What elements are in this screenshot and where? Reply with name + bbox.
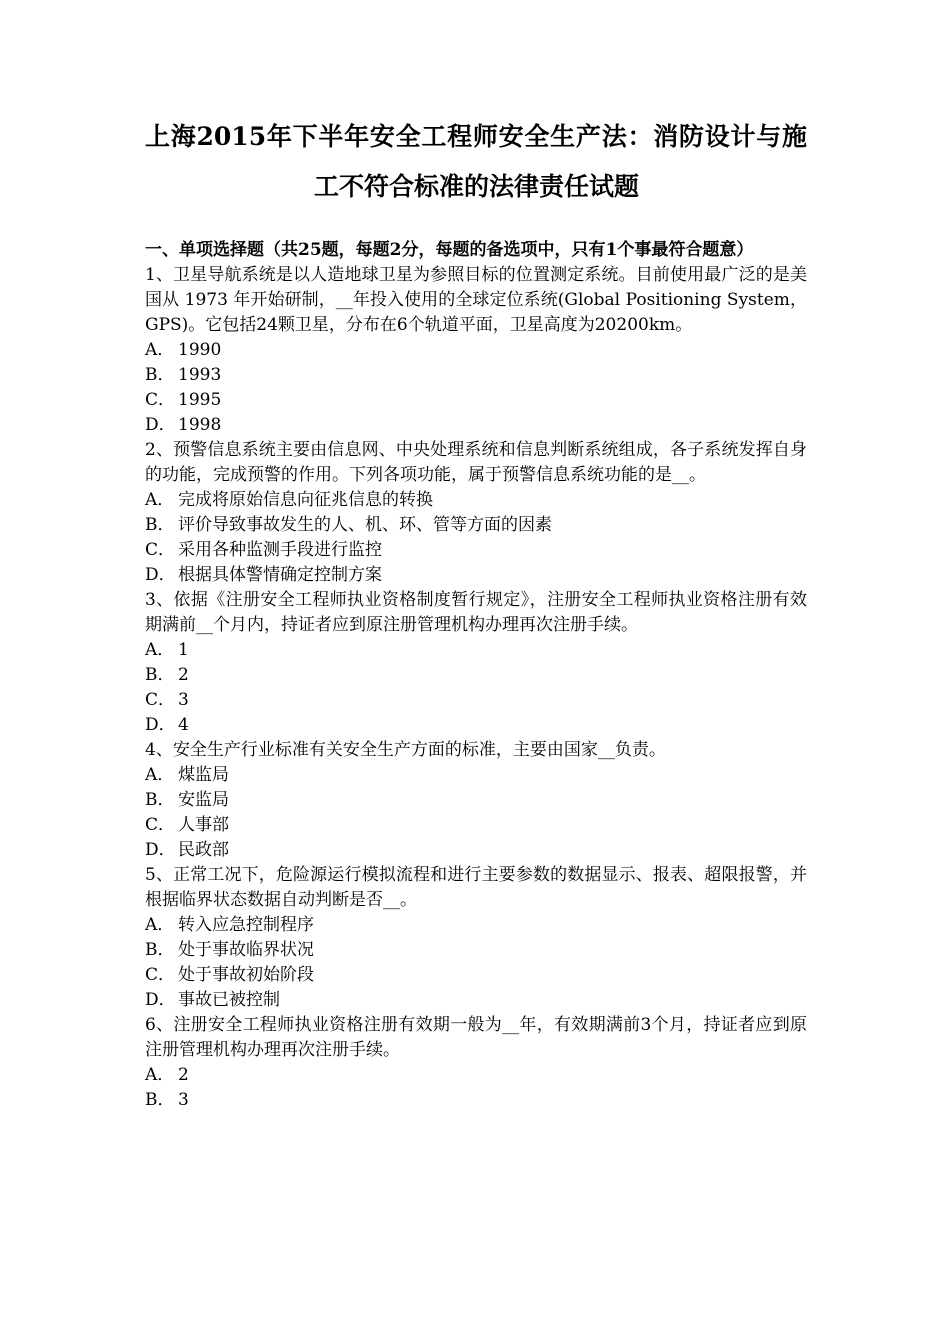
answer-option xyxy=(145,1088,807,1113)
answer-option xyxy=(145,663,807,688)
option-text: 2 xyxy=(178,665,189,685)
question-stem: 4、安全生产行业标准有关安全生产方面的标准，主要由国家__负责。 xyxy=(145,740,666,760)
answer-option xyxy=(145,763,807,788)
option-text: 采用各种监测手段进行监控 xyxy=(178,540,382,560)
option-letter: A． xyxy=(145,340,175,360)
option-letter: D． xyxy=(145,840,176,860)
answer-option xyxy=(145,513,807,538)
answer-option xyxy=(145,988,807,1013)
question-6 xyxy=(145,1013,807,1113)
option-text: 评价导致事故发生的人、机、环、管等方面的因素 xyxy=(178,515,552,535)
option-text: 3 xyxy=(178,690,189,710)
option-letter: C． xyxy=(145,815,176,835)
option-letter: B． xyxy=(145,1090,175,1110)
option-letter: B． xyxy=(145,365,175,385)
answer-option xyxy=(145,788,807,813)
answer-option xyxy=(145,538,807,563)
option-text: 4 xyxy=(178,715,189,735)
option-text: 1993 xyxy=(178,365,222,385)
option-text: 1998 xyxy=(178,415,222,435)
option-letter: B． xyxy=(145,940,175,960)
document-title xyxy=(145,112,807,212)
option-text: 2 xyxy=(178,1065,189,1085)
title-line-1: 上海2015年下半年安全工程师安全生产法：消防设计与施 xyxy=(145,122,807,151)
option-letter: D． xyxy=(145,715,176,735)
answer-option xyxy=(145,413,807,438)
option-letter: D． xyxy=(145,415,176,435)
answer-option xyxy=(145,388,807,413)
answer-option xyxy=(145,1063,807,1088)
option-letter: A． xyxy=(145,490,175,510)
answer-option xyxy=(145,488,807,513)
option-text: 安监局 xyxy=(178,790,229,810)
option-letter: B． xyxy=(145,515,175,535)
option-letter: D． xyxy=(145,565,176,585)
option-letter: C． xyxy=(145,690,176,710)
option-letter: A． xyxy=(145,640,175,660)
option-letter: B． xyxy=(145,665,175,685)
answer-option xyxy=(145,813,807,838)
option-letter: A． xyxy=(145,1065,175,1085)
option-letter: C． xyxy=(145,540,176,560)
option-letter: D． xyxy=(145,990,176,1010)
question-4 xyxy=(145,738,807,863)
answer-option xyxy=(145,338,807,363)
answer-option xyxy=(145,688,807,713)
answer-option xyxy=(145,963,807,988)
answer-option xyxy=(145,638,807,663)
question-stem: 5、正常工况下，危险源运行模拟流程和进行主要参数的数据显示、报表、超限报警，并根据临界状态数据自动判断是否__。 xyxy=(145,865,807,910)
question-stem: 6、注册安全工程师执业资格注册有效期一般为__年，有效期满前3个月，持证者应到原注册管理机构办理再次注册手续。 xyxy=(145,1015,807,1060)
option-text: 人事部 xyxy=(178,815,229,835)
option-text: 民政部 xyxy=(178,840,229,860)
option-letter: C． xyxy=(145,965,176,985)
option-text: 1990 xyxy=(178,340,222,360)
document-page xyxy=(145,112,807,1113)
option-text: 根据具体警情确定控制方案 xyxy=(178,565,382,585)
option-letter: C． xyxy=(145,390,176,410)
option-letter: A． xyxy=(145,765,175,785)
answer-option xyxy=(145,838,807,863)
option-text: 1 xyxy=(178,640,189,660)
answer-option xyxy=(145,938,807,963)
option-text: 处于事故临界状况 xyxy=(178,940,314,960)
answer-option xyxy=(145,913,807,938)
question-5 xyxy=(145,863,807,1013)
section-heading: 一、单项选择题（共25题，每题2分，每题的备选项中，只有1个事最符合题意） xyxy=(145,240,754,260)
answer-option xyxy=(145,563,807,588)
question-1 xyxy=(145,263,807,438)
question-list xyxy=(145,263,807,1113)
option-letter: B． xyxy=(145,790,175,810)
question-3 xyxy=(145,588,807,738)
question-stem: 2、预警信息系统主要由信息网、中央处理系统和信息判断系统组成，各子系统发挥自身的功能，完成预警的作用。下列各项功能，属于预警信息系统功能的是__。 xyxy=(145,440,807,485)
option-text: 1995 xyxy=(178,390,222,410)
option-text: 处于事故初始阶段 xyxy=(178,965,314,985)
option-text: 3 xyxy=(178,1090,189,1110)
question-stem: 3、依据《注册安全工程师执业资格制度暂行规定》，注册安全工程师执业资格注册有效期满前__个月内，持证者应到原注册管理机构办理再次注册手续。 xyxy=(145,590,807,635)
title-line-2: 工不符合标准的法律责任试题 xyxy=(313,172,639,201)
option-text: 完成将原始信息向征兆信息的转换 xyxy=(178,490,433,510)
answer-option xyxy=(145,713,807,738)
answer-option xyxy=(145,363,807,388)
question-stem: 1、卫星导航系统是以人造地球卫星为参照目标的位置测定系统。目前使用最广泛的是美国从 1973 年开始研制，__年投入使用的全球定位系统(Global Positioning System，GPS)。它包括24颗卫星，分布在6个轨道平面，卫星高度为20200km。 xyxy=(145,265,807,335)
option-text: 转入应急控制程序 xyxy=(178,915,314,935)
option-text: 事故已被控制 xyxy=(178,990,280,1010)
option-letter: A． xyxy=(145,915,175,935)
option-text: 煤监局 xyxy=(178,765,229,785)
question-2 xyxy=(145,438,807,588)
